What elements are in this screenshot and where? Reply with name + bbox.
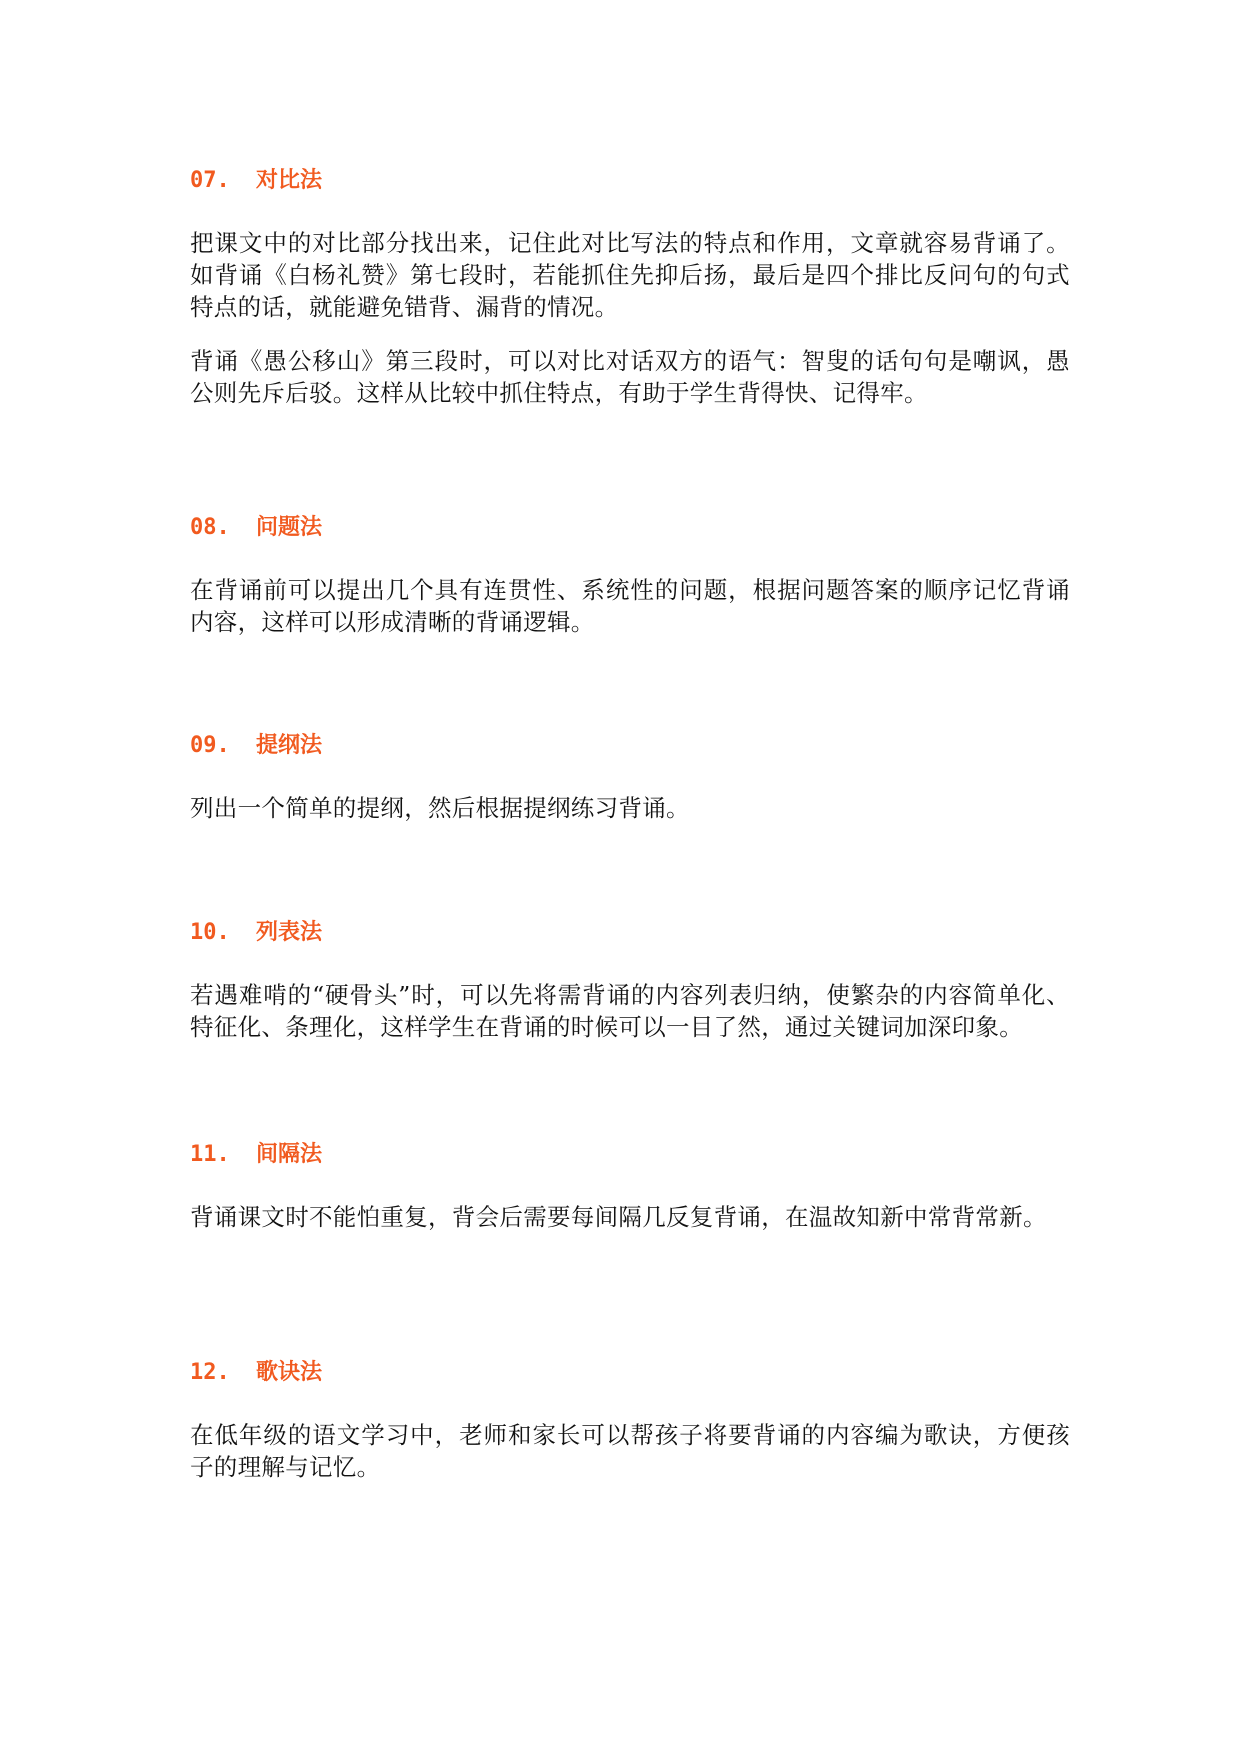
section-number: 08. xyxy=(190,515,230,540)
section-heading xyxy=(190,731,1070,761)
section-08 xyxy=(190,513,1070,638)
section-title: 间隔法 xyxy=(256,1142,323,1167)
section-paragraph: 背诵《愚公移山》第三段时，可以对比对话双方的语气：智叟的话句句是嘲讽，愚公则先斥后驳。这样从比较中抓住特点，有助于学生背得快、记得牢。 xyxy=(190,347,1070,407)
section-07 xyxy=(190,166,1070,409)
section-title: 提纲法 xyxy=(256,733,323,758)
section-number: 07. xyxy=(190,168,230,193)
section-12 xyxy=(190,1358,1070,1483)
section-title: 对比法 xyxy=(256,168,323,193)
section-title: 歌诀法 xyxy=(256,1360,323,1385)
section-heading xyxy=(190,918,1070,948)
section-10 xyxy=(190,918,1070,1043)
section-number: 10. xyxy=(190,920,230,945)
section-paragraph: 在低年级的语文学习中，老师和家长可以帮孩子将要背诵的内容编为歌诀，方便孩子的理解与记忆。 xyxy=(190,1421,1070,1481)
section-11 xyxy=(190,1140,1070,1233)
section-title: 问题法 xyxy=(256,515,323,540)
section-number: 12. xyxy=(190,1360,230,1385)
section-heading xyxy=(190,166,1070,196)
section-number: 11. xyxy=(190,1142,230,1167)
section-heading xyxy=(190,1140,1070,1170)
section-paragraph: 在背诵前可以提出几个具有连贯性、系统性的问题，根据问题答案的顺序记忆背诵内容，这样可以形成清晰的背诵逻辑。 xyxy=(190,576,1070,636)
section-paragraph: 背诵课文时不能怕重复，背会后需要每间隔几反复背诵，在温故知新中常背常新。 xyxy=(190,1203,1047,1231)
section-paragraph: 列出一个简单的提纲，然后根据提纲练习背诵。 xyxy=(190,794,690,822)
section-heading xyxy=(190,513,1070,543)
section-09 xyxy=(190,731,1070,824)
section-heading xyxy=(190,1358,1070,1388)
section-title: 列表法 xyxy=(256,920,323,945)
section-number: 09. xyxy=(190,733,230,758)
section-paragraph: 若遇难啃的“硬骨头”时，可以先将需背诵的内容列表归纳，使繁杂的内容简单化、特征化、条理化，这样学生在背诵的时候可以一目了然，通过关键词加深印象。 xyxy=(190,981,1070,1041)
section-paragraph: 把课文中的对比部分找出来，记住此对比写法的特点和作用，文章就容易背诵了。如背诵《白杨礼赞》第七段时，若能抓住先抑后扬，最后是四个排比反问句的句式特点的话，就能避免错背、漏背的情况。 xyxy=(190,229,1070,321)
